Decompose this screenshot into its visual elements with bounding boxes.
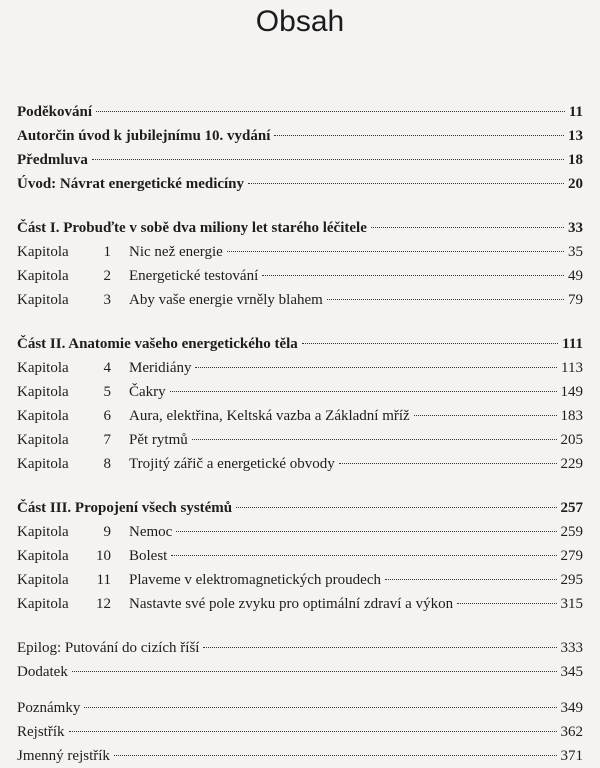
dot-leader — [371, 227, 564, 228]
chapter-number: 5 — [103, 384, 111, 400]
table-of-contents — [17, 100, 583, 768]
toc-entry-label: Epilog: Putování do cizích říší — [17, 640, 200, 656]
toc-entry-label: Dodatek — [17, 664, 68, 680]
chapter-word: Kapitola — [17, 572, 69, 588]
chapter-word: Kapitola — [17, 244, 69, 260]
dot-leader — [171, 555, 556, 556]
toc-entry-label — [17, 592, 453, 616]
chapter-title: Plaveme v elektromagnetických proudech — [129, 572, 381, 588]
toc-page-number: 49 — [568, 268, 583, 284]
dot-leader — [170, 391, 557, 392]
toc-page-number: 13 — [568, 128, 583, 144]
chapter-title: Aby vaše energie vrněly blahem — [129, 292, 323, 308]
toc-entry-label — [17, 264, 258, 288]
dot-leader — [192, 439, 557, 440]
chapter-title: Aura, elektřina, Keltská vazba a Základní mříž — [129, 408, 410, 424]
toc-entry-label — [17, 520, 172, 544]
dot-leader — [114, 755, 557, 756]
dot-leader — [302, 343, 558, 344]
dot-leader — [248, 183, 564, 184]
toc-entry-label — [17, 404, 410, 428]
toc-entry-label — [17, 428, 188, 452]
toc-page-number: 257 — [560, 500, 583, 516]
chapter-number: 3 — [103, 292, 111, 308]
chapter-word: Kapitola — [17, 524, 69, 540]
toc-entry-label: Poděkování — [17, 104, 93, 120]
toc-entry-label: Jmenný rejstřík — [17, 748, 110, 764]
toc-chapter-entry — [17, 428, 583, 452]
toc-chapter-entry — [17, 544, 583, 568]
section-spacer — [17, 312, 583, 332]
toc-entry — [17, 496, 583, 520]
toc-entry-label: Část I. Probuďte v sobě dva miliony let starého léčitele — [17, 220, 367, 236]
chapter-word: Kapitola — [17, 384, 69, 400]
chapter-title: Meridiány — [129, 360, 192, 376]
toc-chapter-entry — [17, 380, 583, 404]
dot-leader — [414, 415, 557, 416]
toc-chapter-entry — [17, 288, 583, 312]
dot-leader — [457, 603, 556, 604]
chapter-word: Kapitola — [17, 292, 69, 308]
toc-page-number: 111 — [562, 336, 583, 352]
chapter-title: Bolest — [129, 548, 168, 564]
chapter-title: Trojitý zářič a energetické obvody — [129, 456, 335, 472]
toc-entry — [17, 720, 583, 744]
chapter-word: Kapitola — [17, 596, 69, 612]
toc-page-number: 79 — [568, 292, 583, 308]
dot-leader — [327, 299, 564, 300]
toc-entry-label: Část III. Propojení všech systémů — [17, 500, 233, 516]
toc-page-number: 371 — [560, 748, 583, 764]
toc-page-number: 259 — [560, 524, 583, 540]
toc-page-number: 362 — [560, 724, 583, 740]
toc-entry — [17, 744, 583, 768]
toc-page-number: 205 — [560, 432, 583, 448]
toc-entry — [17, 636, 583, 660]
toc-entry-label — [17, 240, 223, 264]
toc-entry-label: Autorčin úvod k jubilejnímu 10. vydání — [17, 128, 271, 144]
toc-entry-label — [17, 452, 335, 476]
chapter-title: Pět rytmů — [129, 432, 188, 448]
dot-leader — [227, 251, 564, 252]
dot-leader — [274, 135, 564, 136]
dot-leader — [236, 507, 556, 508]
section-spacer — [17, 476, 583, 496]
chapter-number: 1 — [103, 244, 111, 260]
dot-leader — [203, 647, 556, 648]
toc-page-number: 20 — [568, 176, 583, 192]
toc-page-number: 183 — [560, 408, 583, 424]
toc-entry-label — [17, 356, 191, 380]
toc-entry-label — [17, 380, 166, 404]
chapter-number: 6 — [103, 408, 111, 424]
toc-chapter-entry — [17, 264, 583, 288]
toc-chapter-entry — [17, 520, 583, 544]
chapter-title: Čakry — [129, 384, 166, 400]
chapter-word: Kapitola — [17, 408, 69, 424]
dot-leader — [385, 579, 557, 580]
chapter-word: Kapitola — [17, 268, 69, 284]
toc-entry-label: Část II. Anatomie vašeho energetického těla — [17, 336, 298, 352]
toc-page-number: 333 — [560, 640, 583, 656]
chapter-number: 9 — [103, 524, 111, 540]
toc-entry-label: Předmluva — [17, 152, 88, 168]
chapter-number: 10 — [96, 548, 111, 564]
section-spacer — [17, 616, 583, 636]
toc-entry — [17, 172, 583, 196]
toc-entry-label: Poznámky — [17, 700, 81, 716]
dot-leader — [339, 463, 557, 464]
toc-chapter-entry — [17, 240, 583, 264]
chapter-title: Nemoc — [129, 524, 173, 540]
toc-entry — [17, 660, 583, 684]
toc-entry-label: Úvod: Návrat energetické medicíny — [17, 176, 245, 192]
dot-leader — [262, 275, 564, 276]
chapter-word: Kapitola — [17, 360, 69, 376]
toc-chapter-entry — [17, 568, 583, 592]
chapter-number: 7 — [103, 432, 111, 448]
toc-page-number: 18 — [568, 152, 583, 168]
dot-leader — [96, 111, 565, 112]
dot-leader — [195, 367, 557, 368]
chapter-number: 12 — [96, 596, 111, 612]
toc-entry — [17, 332, 583, 356]
toc-page-number: 295 — [560, 572, 583, 588]
page-title: Obsah — [255, 5, 345, 38]
dot-leader — [84, 707, 556, 708]
toc-entry — [17, 100, 583, 124]
chapter-title: Energetické testování — [129, 268, 259, 284]
dot-leader — [72, 671, 557, 672]
toc-page-number: 345 — [560, 664, 583, 680]
toc-entry-label — [17, 544, 167, 568]
toc-entry — [17, 148, 583, 172]
dot-leader — [176, 531, 556, 532]
chapter-word: Kapitola — [17, 456, 69, 472]
toc-page-number: 315 — [560, 596, 583, 612]
chapter-title: Nastavte své pole zvyku pro optimální zdraví a výkon — [129, 596, 454, 612]
chapter-number: 4 — [103, 360, 111, 376]
toc-page-number: 33 — [568, 220, 583, 236]
toc-entry-label — [17, 288, 323, 312]
toc-chapter-entry — [17, 452, 583, 476]
toc-page-number: 113 — [561, 360, 583, 376]
toc-page-number: 229 — [560, 456, 583, 472]
toc-chapter-entry — [17, 356, 583, 380]
toc-page-number: 349 — [560, 700, 583, 716]
toc-entry — [17, 124, 583, 148]
toc-page-number: 149 — [560, 384, 583, 400]
toc-chapter-entry — [17, 592, 583, 616]
toc-page-number: 35 — [568, 244, 583, 260]
chapter-word: Kapitola — [17, 548, 69, 564]
chapter-word: Kapitola — [17, 432, 69, 448]
toc-entry — [17, 696, 583, 720]
section-spacer — [17, 684, 583, 696]
toc-page-number: 279 — [560, 548, 583, 564]
toc-entry-label — [17, 568, 381, 592]
chapter-number: 11 — [96, 572, 111, 588]
dot-leader — [92, 159, 564, 160]
section-spacer — [17, 196, 583, 216]
dot-leader — [69, 731, 557, 732]
toc-page-number: 11 — [568, 104, 583, 120]
chapter-number: 8 — [103, 456, 111, 472]
toc-entry — [17, 216, 583, 240]
toc-entry-label: Rejstřík — [17, 724, 65, 740]
toc-chapter-entry — [17, 404, 583, 428]
chapter-title: Nic než energie — [129, 244, 223, 260]
chapter-number: 2 — [103, 268, 111, 284]
